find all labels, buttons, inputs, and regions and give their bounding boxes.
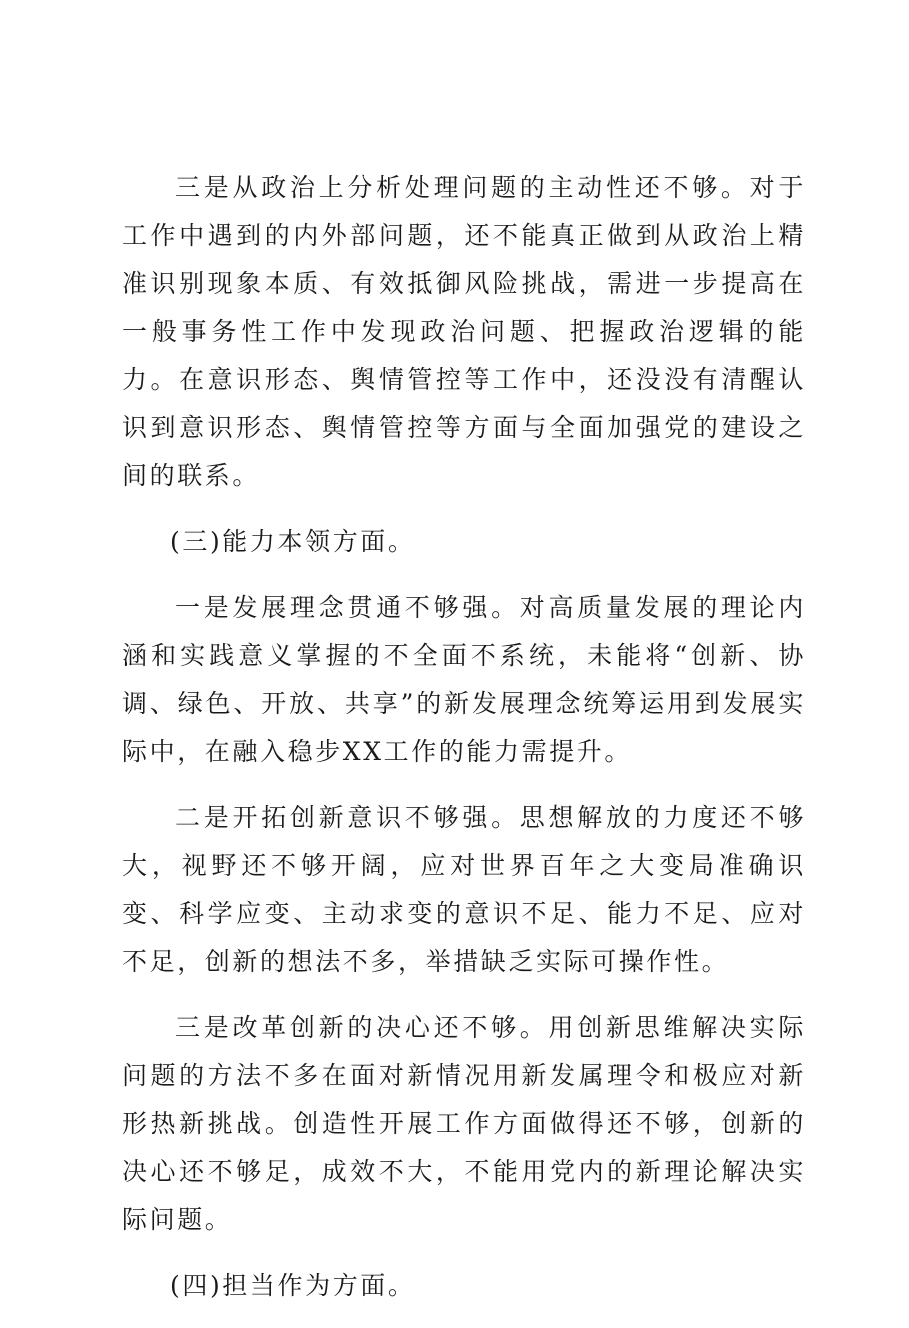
paragraph-politics-initiative: 三是从政治上分析处理问题的主动性还不够。对于工作中遇到的内外部问题，还不能真正做到从政治上精准识别现象本质、有效抵御风险挑战，需进一步提高在一般事务性工作中发现政治问题、把握政治逻辑的能力。在意识形态、舆情管控等工作中，还没没有清醒认识到意识形态、舆情管控等方面与全面加强党的建设之间的联系。: [122, 173, 806, 490]
section-heading-ability: (三)能力本领方面。: [170, 527, 416, 556]
section-heading-responsibility: (四)担当作为方面。: [170, 1271, 416, 1300]
paragraph-innovation-awareness: 二是开拓创新意识不够强。思想解放的力度还不够大，视野还不够开阔，应对世界百年之大变局准确识变、科学应变、主动求变的意识不足、能力不足、应对不足，创新的想法不多，举措缺乏实际可操作性。: [122, 803, 806, 976]
document-body: [122, 164, 806, 1328]
paragraph-reform-determination: 三是改革创新的决心还不够。用创新思维解决实际问题的方法不多在面对新情况用新发属理令和极应对新形热新挑战。创造性开展工作方面做得还不够，创新的决心还不够足，成效不大，不能用党内的新理论解决实际问题。: [122, 1013, 806, 1234]
paragraph-development-concept: 一是发展理念贯通不够强。对高质量发展的理论内涵和实践意义掌握的不全面不系统，未能将“创新、协调、绿色、开放、共享”的新发展理念统筹运用到发展实际中，在融入稳步XX工作的能力需提升。: [122, 593, 806, 766]
